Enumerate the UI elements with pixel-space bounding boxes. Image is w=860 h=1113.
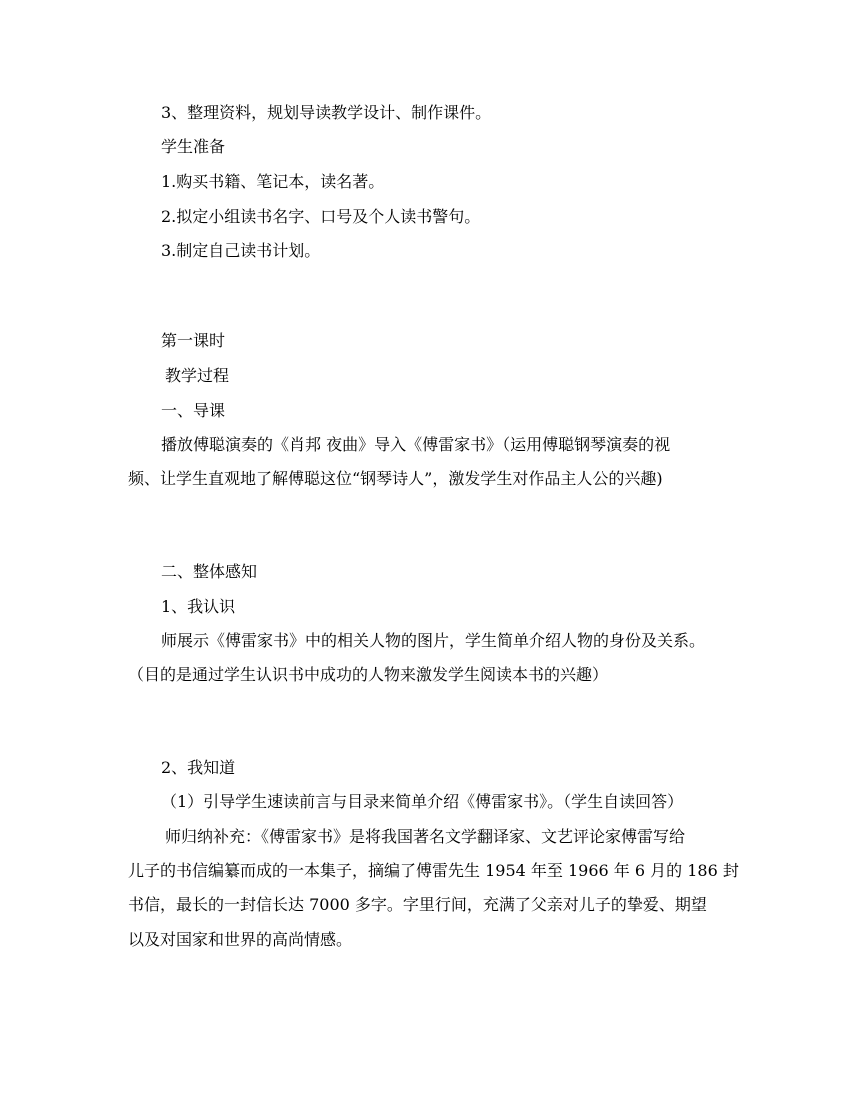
lesson-title: 第一课时 <box>161 331 226 350</box>
student-prep-item-1: 1.购买书籍、笔记本，读名著。 <box>161 172 385 191</box>
subsection-2-item-1: （1）引导学生速读前言与目录来简单介绍《傅雷家书》。（学生自读回答） <box>161 792 684 811</box>
section-2-heading: 二、整体感知 <box>161 562 258 581</box>
subsection-2-paragraph-line-2: 儿子的书信编纂而成的一本集子，摘编了傅雷先生 1954 年至 1966 年 6 月的 186 封 <box>128 861 739 880</box>
subsection-2-paragraph-line-4: 以及对国家和世界的高尚情感。 <box>128 930 353 949</box>
section-1-heading: 一、导课 <box>161 401 226 420</box>
section-1-paragraph-line-1: 播放傅聪演奏的《肖邦 夜曲》导入《傅雷家书》（运用傅聪钢琴演奏的视 <box>161 435 671 454</box>
student-prep-item-3: 3.制定自己读书计划。 <box>161 241 321 260</box>
subsection-1-paragraph-line-1: 师展示《傅雷家书》中的相关人物的图片，学生简单介绍人物的身份及关系。 <box>161 631 706 650</box>
subsection-1-heading: 1、我认识 <box>161 597 236 616</box>
subsection-2-paragraph-line-3: 书信，最长的一封信长达 7000 多字。字里行间，充满了父亲对儿子的挚爱、期望 <box>128 895 707 914</box>
teacher-prep-item-3: 3、整理资料，规划导读教学设计、制作课件。 <box>161 103 492 122</box>
subsection-2-heading: 2、我知道 <box>161 758 236 777</box>
subsection-2-paragraph-line-1: 师归纳补充：《傅雷家书》是将我国著名文学翻译家、文艺评论家傅雷写给 <box>165 827 686 846</box>
student-prep-item-2: 2.拟定小组读书名字、口号及个人读书警句。 <box>161 207 481 226</box>
subsection-1-paragraph-line-2: （目的是通过学生认识书中成功的人物来激发学生阅读本书的兴趣） <box>128 665 609 684</box>
process-heading: 教学过程 <box>165 366 230 385</box>
student-prep-heading: 学生准备 <box>161 137 226 156</box>
section-1-paragraph-line-2: 频、让学生直观地了解傅聪这位“钢琴诗人”，激发学生对作品主人公的兴趣) <box>128 469 663 488</box>
